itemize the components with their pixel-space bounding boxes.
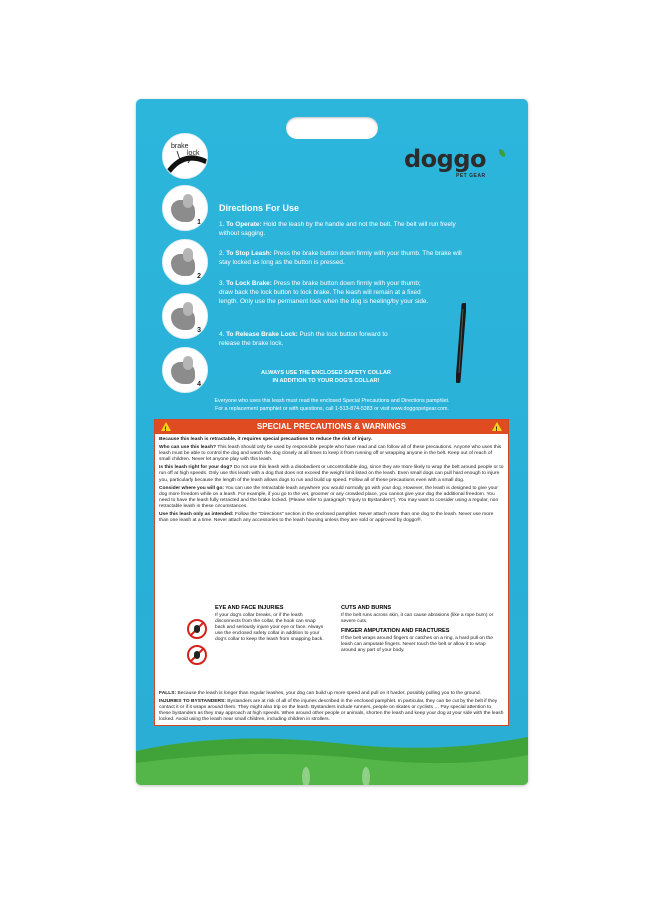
no-face-icon: [187, 645, 207, 665]
warnings-panel: [154, 419, 509, 726]
eye-face-text: If your dog's collar breaks, or if the leash disconnects from the collar, the hook can snap back and seriously injure your eye or face. Always use the enclosed safety collar in addition to your dog's collar to keep the leash from snapping back.: [215, 613, 324, 643]
safety-collar-notice: [236, 369, 416, 385]
cuts-burns-text: If the belt runs across skin, it can cause abrasions (like a rope burn) or severe cuts.: [341, 613, 494, 625]
cuts-burns-heading: CUTS AND BURNS: [341, 605, 392, 611]
paragraph-heading: Consider where you will go:: [159, 485, 224, 491]
step-2-illustration: [162, 239, 208, 285]
direction-number: 4.: [219, 331, 225, 338]
direction-heading: To Lock Brake:: [226, 280, 272, 287]
direction-text: Push the lock button forward to release the brake lock.: [219, 331, 388, 347]
notice-line-1: Everyone who uses this leash must read the enclosed Special Precautions and Directions pamphlet.: [214, 398, 450, 404]
paragraph-heading: Who can use this leash?: [159, 445, 217, 451]
warning-triangle-icon: [161, 422, 171, 431]
packaging-card-back: [136, 99, 528, 785]
direction-text: Press the brake button down firmly with your thumb; draw back the lock button to lock brake. The leash will remain at a fixed length. Only use the permanent lock when the dog is heeling/by your side.: [219, 280, 429, 305]
warnings-header: [155, 420, 508, 434]
step-1-illustration: [162, 185, 208, 231]
direction-item-3: [219, 279, 429, 306]
warning-paragraph: [159, 465, 504, 483]
warnings-intro: Because this leash is retractable, it requires special precautions to reduce the risk of injury.: [159, 437, 373, 442]
plastic-glare: [286, 747, 386, 785]
paragraph-text: You can use the retractable leash anywhere you would normally go with your dog. However, the leash is designed to give your dog more freedom while on a leash. For example, if you go to the vet, groomer or any crowded place, you cannot give your dog the additional freedom. You need to have the leash fully retracted and the brake locked. (Please refer to paragraph "Injury to Bystanders"). You may want to consider using a regular, non retractable leash in these circumstances.: [159, 485, 499, 509]
thumb-icon: [183, 302, 193, 316]
warnings-bottom: [159, 691, 504, 725]
bystanders-heading: INJURIES TO BYSTANDERS:: [159, 699, 226, 705]
logo-subtitle: PET GEAR: [456, 173, 486, 179]
brand-logo: [404, 145, 504, 185]
brake-label: brake: [171, 143, 189, 150]
finger-amputation-heading: FINGER AMPUTATION AND FRACTURES: [341, 628, 450, 634]
warnings-body: [159, 437, 504, 526]
warnings-title: SPECIAL PRECAUTIONS & WARNINGS: [256, 422, 407, 431]
thumb-icon: [183, 356, 193, 370]
direction-text: Hold the leash by the handle and not the belt. The belt will run freely without sagging.: [219, 221, 456, 237]
paragraph-heading: Is this leash right for your dog?: [159, 465, 233, 471]
leash-handle-icon: [163, 134, 207, 178]
falls-paragraph: [159, 691, 504, 697]
notice-line-2: For a replacement pamphlet or with questions, call 1-513-874-5383 or visit www.doggopetgear.com.: [215, 405, 449, 412]
direction-number: 1.: [219, 221, 225, 228]
thumb-icon: [183, 248, 193, 262]
paragraph-heading: Use this leash only as intended:: [159, 512, 234, 518]
bystanders-text: Bystanders are at risk of all of the injuries described in the enclosed pamphlet. In particular, they can be cut by the belt if they contact it or if it wraps around them. They might also trip on the leash. Bystanders include runners, people on skates or cyclists … Pay special attention to these bystanders as they may approach at high speeds. When around other people or animals, shorten the leash and keep your dog at your side with the leash locked. Avoid using the leash near small children, including children in strollers.: [159, 699, 504, 723]
lock-label: lock: [187, 150, 200, 157]
warning-triangle-icon: [492, 422, 502, 431]
direction-heading: To Stop Leash:: [226, 250, 272, 257]
direction-heading: To Release Brake Lock:: [226, 331, 298, 338]
safety-line-2: IN ADDITION TO YOUR DOG'S COLLAR!: [272, 378, 380, 384]
direction-number: 2.: [219, 250, 225, 257]
safety-line-1: ALWAYS USE THE ENCLOSED SAFETY COLLAR: [261, 370, 391, 376]
warning-paragraph: [159, 445, 504, 463]
direction-item-4: [219, 330, 409, 348]
step-number: 3: [197, 327, 201, 334]
finger-amputation-text: If the belt wraps around fingers or catches on a ring, a hard pull on the leash can amputate fingers. Never touch the belt or allow it to wrap around any part of your body.: [341, 636, 493, 654]
direction-number: 3.: [219, 280, 225, 287]
warning-paragraph: [159, 486, 504, 510]
thumb-icon: [183, 194, 193, 208]
direction-item-1: [219, 220, 469, 238]
step-number: 4: [197, 381, 201, 388]
falls-heading: FALLS:: [159, 691, 177, 696]
strap-attachment-icon: [456, 303, 466, 383]
direction-item-2: [219, 249, 469, 267]
paragraph-text: This leash should only be used by responsible people who have read and can follow all of these precautions. Anyone who uses this leash must be able to control the dog and watch the dog closely at all times to keep it from running off or wrapping anyone in the belt. Keep out of reach of small children. Never let anyone play with this leash.: [159, 445, 502, 463]
leaf-icon: [499, 149, 505, 157]
warning-paragraph: [159, 512, 504, 524]
eye-face-heading: EYE AND FACE INJURIES: [215, 605, 284, 611]
step-0-illustration: [162, 133, 208, 179]
direction-text: Press the brake button down firmly with your thumb. The brake will stay locked as long as the button is pressed.: [219, 250, 462, 266]
falls-text: Because the leash is longer than regular leashes, your dog can build up more speed and pull on it harder, possibly pulling you to the ground.: [177, 691, 481, 696]
step-number: 2: [197, 273, 201, 280]
step-4-illustration: [162, 347, 208, 393]
paragraph-text: Follow the "Directions" section in the enclosed pamphlet. Never attach more than one dog to the leash. Never use more than one leash at a time. Never attach any accessories to the leash housing unless they are sold or approved by doggo®.: [159, 512, 494, 524]
hang-hole: [286, 117, 378, 139]
step-number: 1: [197, 219, 201, 226]
direction-heading: To Operate:: [226, 221, 262, 228]
pamphlet-notice: [150, 398, 514, 413]
no-hook-icon: [187, 619, 207, 639]
directions-title: Directions For Use: [219, 203, 300, 213]
paragraph-text: Do not use this leash with a disobedient or uncontrollable dog, since they are more likely to wrap the belt around people or to run off at high speeds. Only use this leash with a dog that does not exceed the weight limit listed on the leash. Even small dogs can pull hard enough to injure you, particularly because the length of the leash allows dogs to run and build up speed. Follow all of these precautions even with a small dog.: [159, 465, 504, 483]
step-3-illustration: [162, 293, 208, 339]
logo-text: doggo: [404, 145, 487, 173]
bystanders-paragraph: [159, 699, 504, 723]
